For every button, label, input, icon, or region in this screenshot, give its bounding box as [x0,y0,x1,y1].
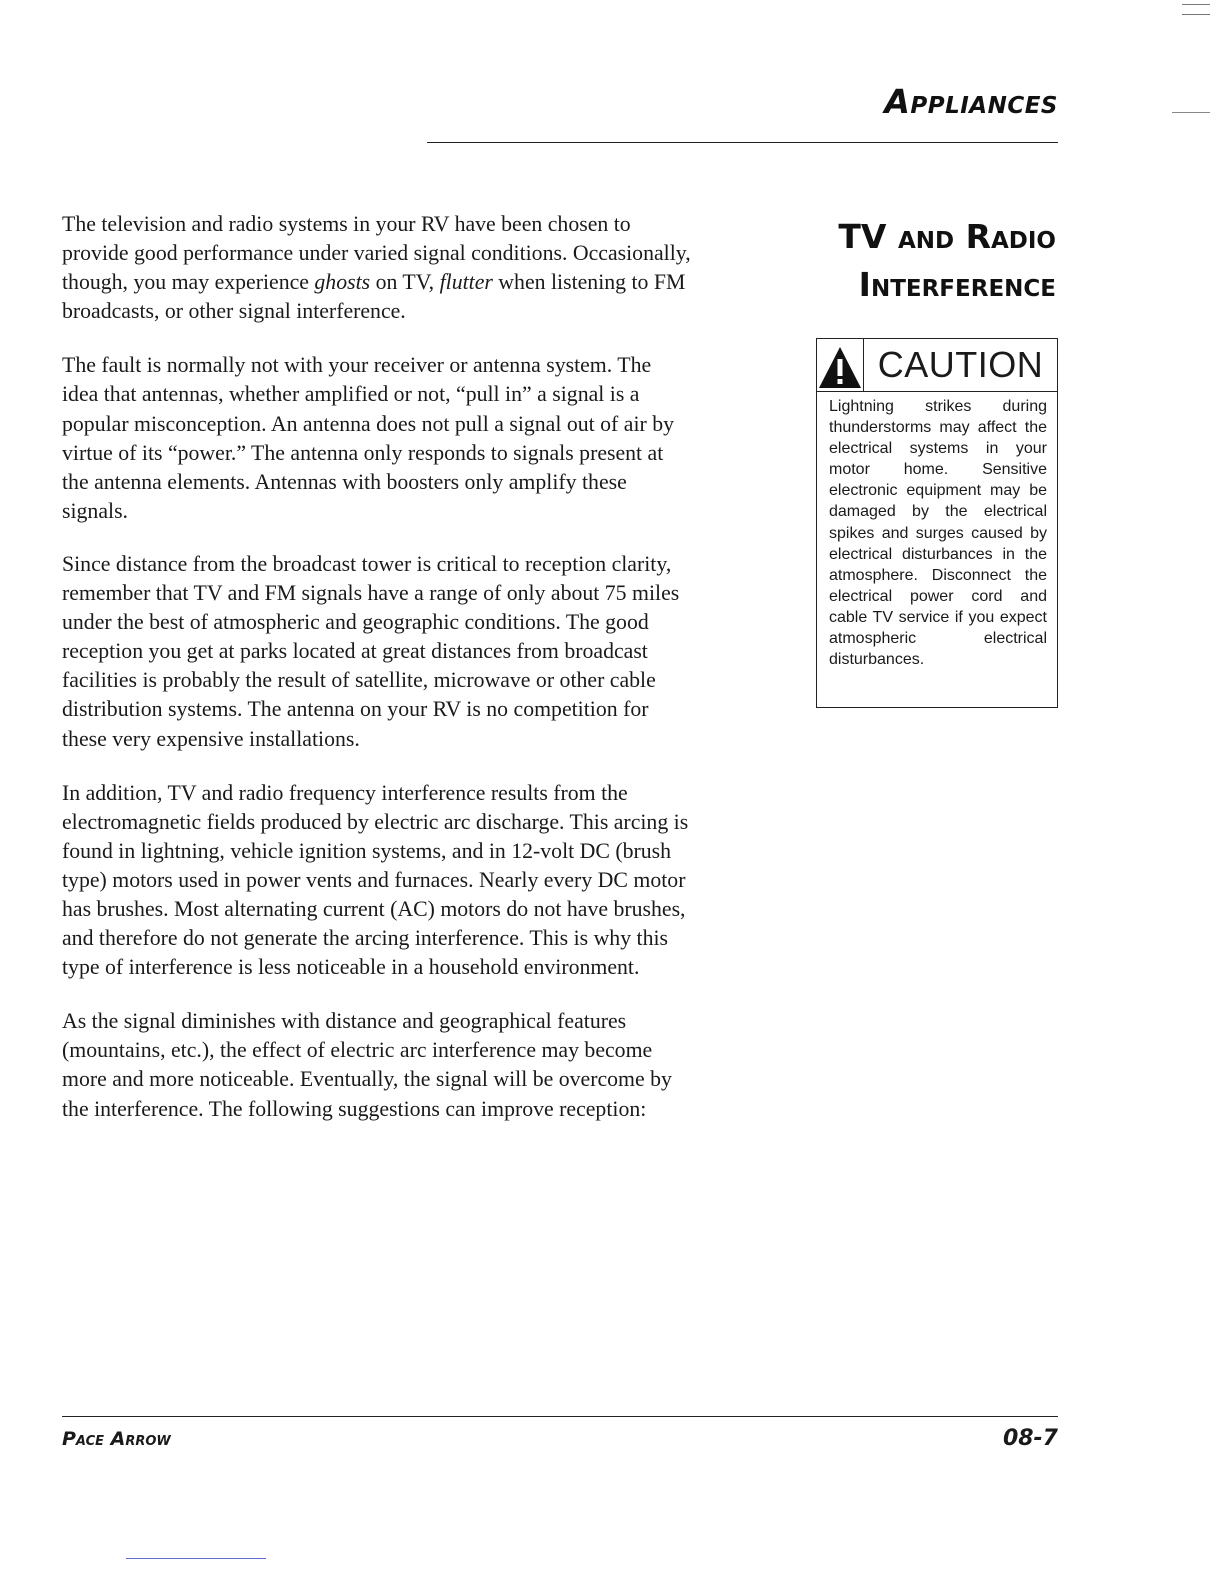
topic-heading-line-2: Interference [858,265,1056,304]
paragraph-1-term-flutter: flutter [439,270,493,295]
corner-registration-mark [1182,4,1210,24]
caution-label: CAUTION [863,339,1057,391]
caution-header [817,339,1057,392]
header-rule [427,142,1058,143]
paragraph-1-text-a: The television and radio systems in your RV have been chosen to provide good performance under varied signal conditions. Occasionally, though, you may experience [62,212,691,295]
footer-page-number: 08-7 [1002,1426,1058,1451]
topic-heading-line-1: TV and Radio [838,217,1056,256]
caution-text: Lightning strikes during thunderstorms may affect the electrical systems in your motor home. Sensitive electronic equipment may be damaged by the electrical spikes and surges caused by electrical disturbances in the atmosphere. Disconnect the electrical power cord and cable TV service if you expect atmospheric electrical disturbances. [829,398,1047,669]
corner-dash-mark [1172,112,1210,113]
section-title: Appliances [884,82,1058,121]
footer-manual-title: Pace Arrow [62,1428,171,1450]
footer-rule [62,1416,1058,1417]
paragraph-1 [62,210,692,326]
bottom-edge-line [126,1558,266,1559]
paragraph-3: Since distance from the broadcast tower is critical to reception clarity, remember that TV and FM signals have a range of only about 75 miles under the best of atmospheric and geographic conditions. The good reception you get at parks located at great distances from broadcast facilities is probably the result of satellite, microwave or other cable distribution systems. The antenna on your RV is no competition for these very expensive installations. [62,551,680,751]
paragraph-1-text-c: when listening to FM broadcasts, or other signal interference. [62,270,686,324]
paragraph-1-term-ghosts: ghosts [314,270,371,295]
warning-triangle-icon [817,345,863,389]
paragraph-1-text-b: on TV, [370,270,440,295]
paragraph-5: As the signal diminishes with distance and geographical features (mountains, etc.), the effect of electric arc interference may become more and more noticeable. Eventually, the signal will be overcome by the interference. The following suggestions can improve reception: [62,1009,672,1121]
paragraph-4: In addition, TV and radio frequency interference results from the electromagnetic fields produced by electric arc discharge. This arcing is found in lightning, vehicle ignition systems, and in 12-volt DC (brush type) motors used in power vents and furnaces. Nearly every DC motor has brushes. Most alternating current (AC) motors do not have brushes, and therefore do not generate the arcing interference. This is why this type of interference is less noticeable in a household environment. [62,780,689,980]
caution-box [816,338,1058,708]
paragraph-2: The fault is normally not with your receiver or antenna system. The idea that antennas, whether amplified or not, “pull in” a signal is a popular misconception. An antenna does not pull a signal out of air by virtue of its “power.” The antenna only responds to signals present at the antenna elements. Antennas with boosters only amplify these signals. [62,353,675,523]
body-text-column [62,210,692,1149]
topic-heading [838,213,1056,309]
